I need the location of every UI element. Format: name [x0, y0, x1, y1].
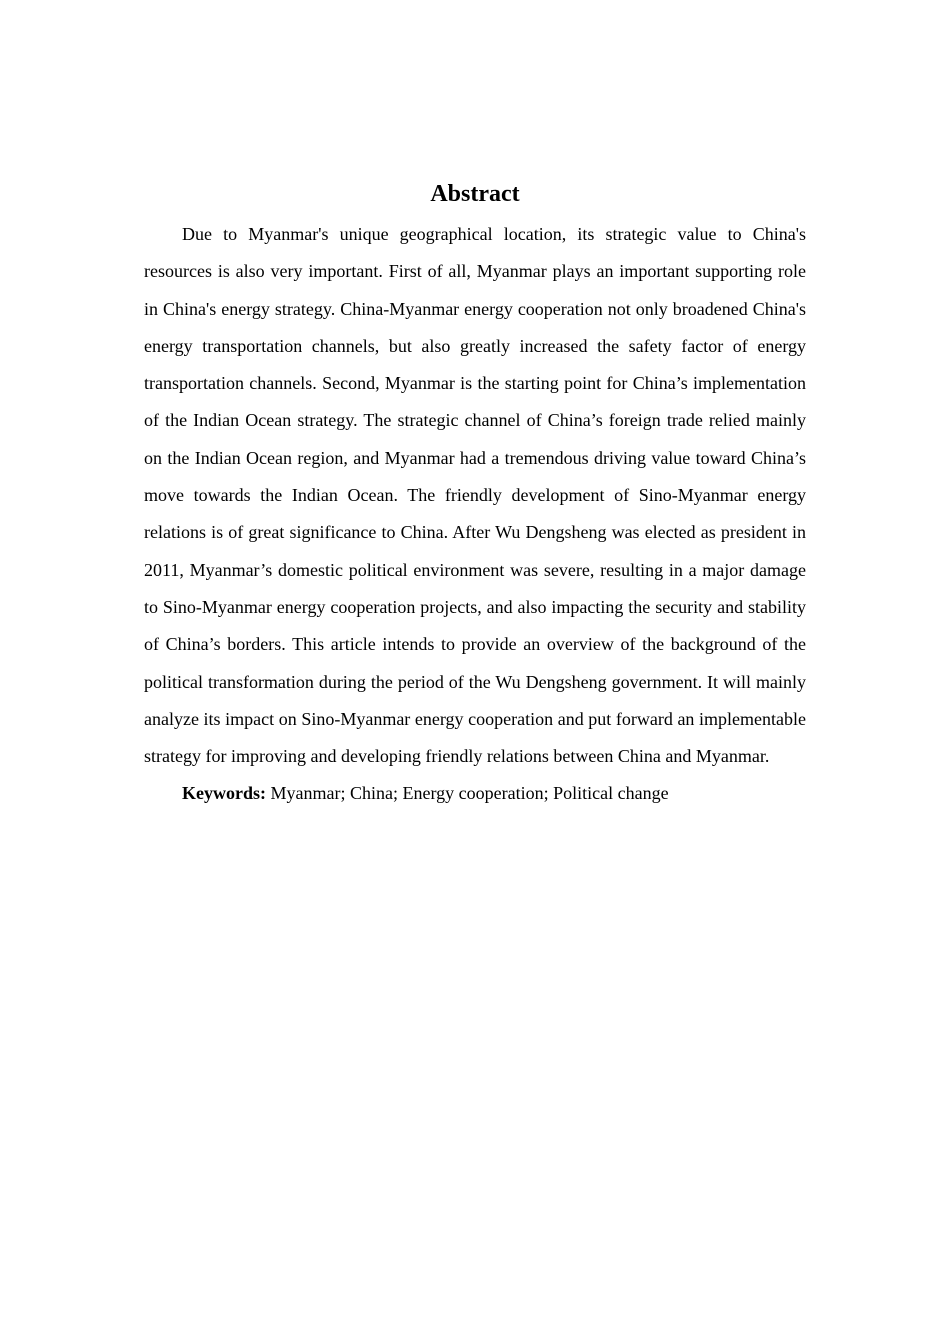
keywords-text: Myanmar; China; Energy cooperation; Political change [270, 783, 669, 804]
abstract-title: Abstract [430, 181, 520, 207]
abstract-page [144, 176, 806, 812]
keywords-label: Keywords: [182, 783, 266, 804]
keywords-line [144, 775, 806, 812]
abstract-body: Due to Myanmar's unique geographical location, its strategic value to China's resources is also very important. First of all, Myanmar plays an important supporting role in China's energy strategy. China-Myanmar energy cooperation not only broadened China's energy transportation channels, but also greatly increased the safety factor of energy transportation channels. Second, Myanmar is the starting point for China’s implementation of the Indian Ocean strategy. The strategic channel of China’s foreign trade relied mainly on the Indian Ocean region, and Myanmar had a tremendous driving value toward China’s move towards the Indian Ocean. The friendly development of Sino-Myanmar energy relations is of great significance to China. After Wu Dengsheng was elected as president in 2011, Myanmar’s domestic political environment was severe, resulting in a major damage to Sino-Myanmar energy cooperation projects, and also impacting the security and stability of China’s borders. This article intends to provide an overview of the background of the political transformation during the period of the Wu Dengsheng government. It will mainly analyze its impact on Sino-Myanmar energy cooperation and put forward an implementable strategy for improving and developing friendly relations between China and Myanmar. [144, 224, 806, 767]
